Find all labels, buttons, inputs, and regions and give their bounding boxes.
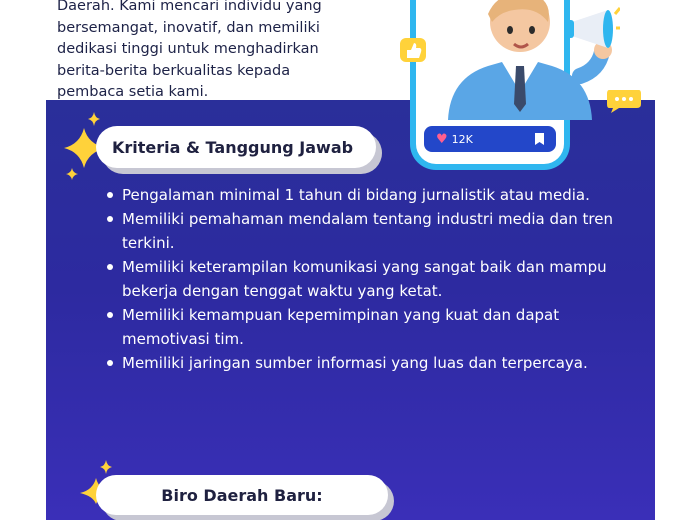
phone-social-bar [424,126,556,152]
intro-paragraph [57,0,357,104]
megaphone-icon [564,8,620,48]
list-item: Memiliki pemahaman mendalam tentang industri media dan tren terkini. [104,207,624,255]
intro-line: bersemangat, inovatif, dan memiliki [57,19,320,36]
intro-line: pembaca setia kami. [57,84,209,100]
intro-line: dedikasi tinggi untuk menghadirkan [57,41,319,57]
intro-line: Daerah. Kami mencari individu yang [57,0,322,14]
list-item: Memiliki kemampuan kepemimpinan yang kuat dan dapat memotivasi tim. [104,303,624,351]
biro-heading-label: Biro Daerah Baru: [161,485,323,505]
reporter-illustration [440,0,620,120]
thumbs-up-icon [398,36,428,66]
biro-heading [96,475,388,515]
criteria-heading [96,126,376,168]
intro-line: berita-berita berkualitas kepada [57,62,291,79]
chat-bubble-icon [605,88,643,114]
list-item: Pengalaman minimal 1 tahun di bidang jurnalistik atau media. [104,183,624,207]
criteria-heading-label: Kriteria & Tanggung Jawab [112,137,354,157]
bookmark-icon [535,133,544,145]
criteria-list [104,183,624,375]
heart-icon: ♥ [436,131,448,147]
list-item: Memiliki jaringan sumber informasi yang luas dan terpercaya. [104,351,624,375]
list-item: Memiliki keterampilan komunikasi yang sangat baik dan mampu bekerja dengan tenggat waktu yang ketat. [104,255,624,303]
likes-count: 12K [451,132,473,146]
likes-counter [436,132,473,147]
